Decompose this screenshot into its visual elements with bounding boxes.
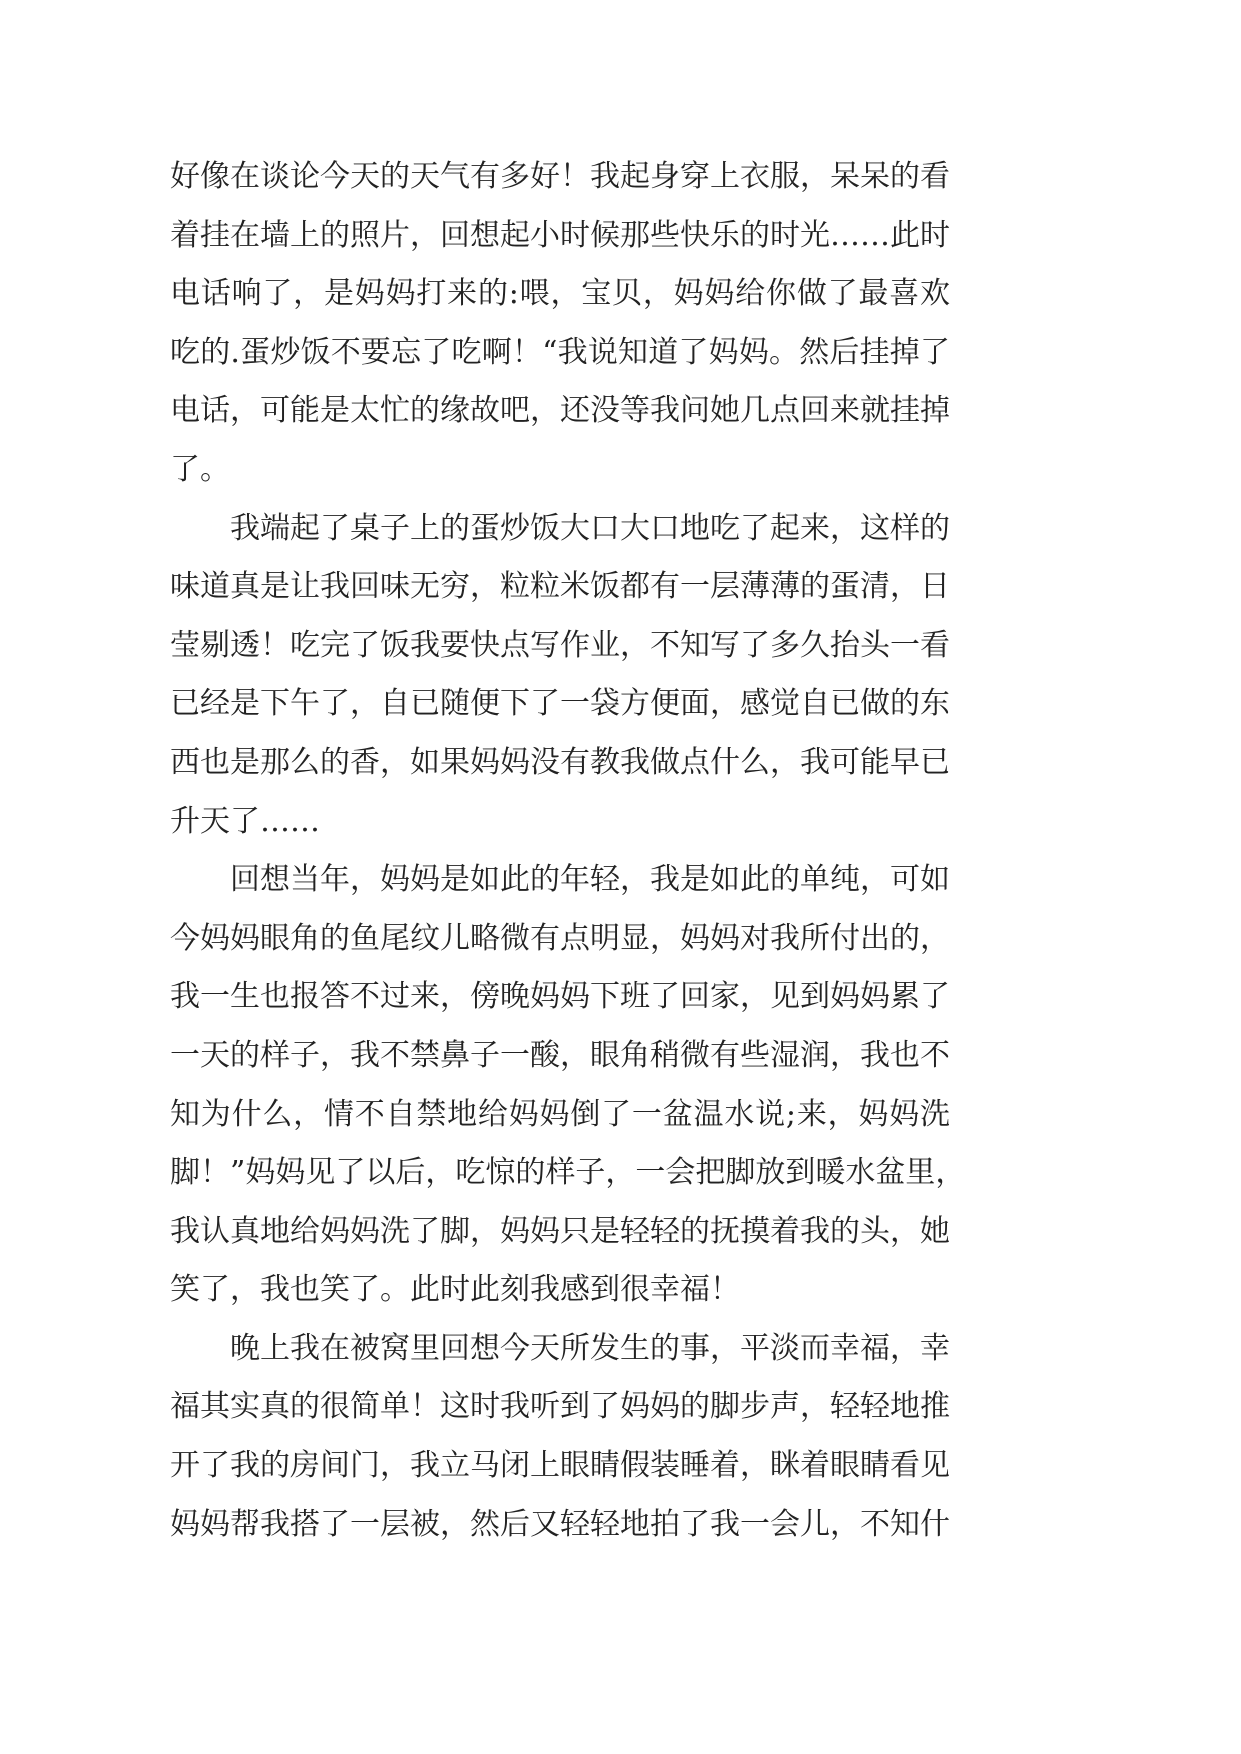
text-line: 妈妈帮我搭了一层被，然后又轻轻地拍了我一会儿，不知什 xyxy=(170,1506,950,1542)
text-line: 着挂在墙上的照片，回想起小时候那些快乐的时光……此时 xyxy=(170,217,950,253)
text-line: 好像在谈论今天的天气有多好！我起身穿上衣服，呆呆的看 xyxy=(170,159,950,194)
document-body xyxy=(170,148,966,1554)
text-line: 知为什么，情不自禁地给妈妈倒了一盆温水说;来，妈妈洗 xyxy=(170,1096,950,1132)
text-line: 吃的.蛋炒饭不要忘了吃啊！“我说知道了妈妈。然后挂掉了 xyxy=(170,334,950,370)
text-line: 电话，可能是太忙的缘故吧，还没等我问她几点回来就挂掉 xyxy=(170,393,950,429)
text-line: 今妈妈眼角的鱼尾纹儿略微有点明显，妈妈对我所付出的， xyxy=(170,920,950,956)
text-line: 电话响了，是妈妈打来的:喂，宝贝，妈妈给你做了最喜欢 xyxy=(170,276,950,312)
paragraph-first-line: 我端起了桌子上的蛋炒饭大口大口地吃了起来，这样的 xyxy=(230,510,950,546)
text-line: 已经是下午了，自已随便下了一袋方便面，感觉自已做的东 xyxy=(170,686,950,722)
text-line: 福其实真的很简单！这时我听到了妈妈的脚步声，轻轻地推 xyxy=(170,1389,950,1425)
text-line: 我一生也报答不过来，傍晚妈妈下班了回家，见到妈妈累了 xyxy=(170,979,950,1015)
text-line: 西也是那么的香，如果妈妈没有教我做点什么，我可能早已 xyxy=(170,744,950,780)
text-line: 开了我的房间门，我立马闭上眼睛假装睡着，眯着眼睛看见 xyxy=(170,1448,950,1484)
text-line: 莹剔透！吃完了饭我要快点写作业，不知写了多久抬头一看 xyxy=(170,627,950,663)
text-line: 升天了…… xyxy=(170,803,320,839)
text-line: 一天的样子，我不禁鼻子一酸，眼角稍微有些湿润，我也不 xyxy=(170,1037,950,1073)
text-line: 笑了，我也笑了。此时此刻我感到很幸福！ xyxy=(170,1272,740,1308)
text-line: 我认真地给妈妈洗了脚，妈妈只是轻轻的抚摸着我的头，她 xyxy=(170,1213,950,1249)
text-line: 脚！”妈妈见了以后，吃惊的样子，一会把脚放到暖水盆里， xyxy=(170,1155,966,1191)
text-line: 味道真是让我回味无穷，粒粒米饭都有一层薄薄的蛋清，日 xyxy=(170,569,950,605)
text-line: 了。 xyxy=(170,451,230,487)
paragraph-first-line: 晚上我在被窝里回想今天所发生的事，平淡而幸福，幸 xyxy=(230,1330,950,1366)
paragraph-first-line: 回想当年，妈妈是如此的年轻，我是如此的单纯，可如 xyxy=(230,862,950,898)
